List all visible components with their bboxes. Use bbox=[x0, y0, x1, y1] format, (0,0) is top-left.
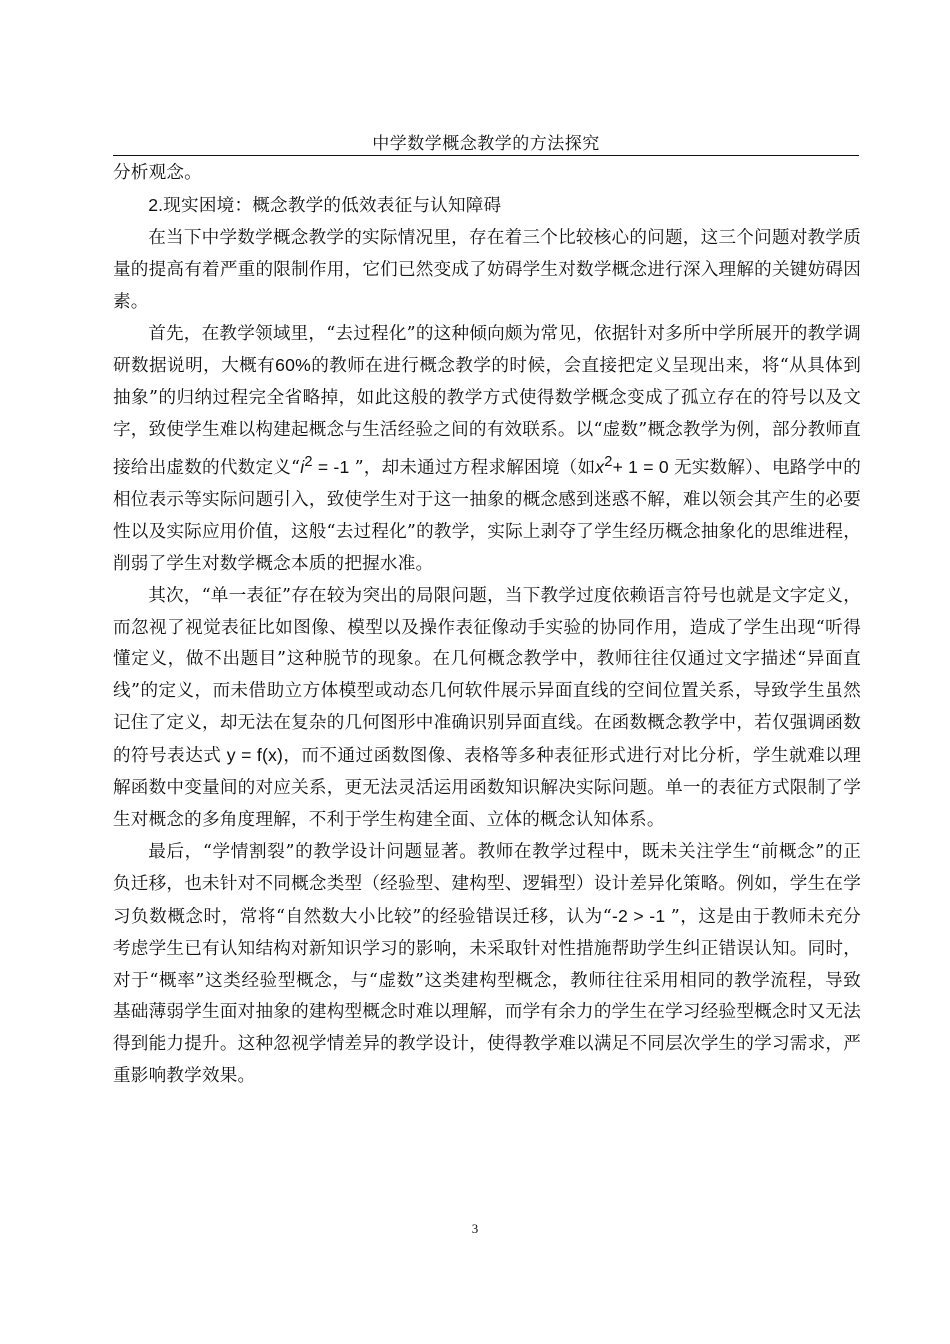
paragraph-first: 首先，在教学领域里，“去过程化”的这种倾向颇为常见，依据针对多所中学所展开的教学调研数据说明，大概有60%的教师在进行概念教学的时候，会直接把定义呈现出来，将“从具体到抽象”的归纳过程完全省略掉，如此这般的教学方式使得数学概念变成了孤立存在的符号以及文字，致使学生难以构建起概念与生活经验之间的有效联系。以“虚数”概念教学为例，部分教师直接给出虚数的代数定义“$i^2 = -1$ ”，却未通过方程求解困境（如$x^2+ 1 = 0$ 无实数解）、电路学中的相位表示等实际问题引入，致使学生对于这一抽象的概念感到迷惑不解，难以领会其产生的必要性以及实际应用价值，这般“去过程化”的教学，实际上剥夺了学生经历概念抽象化的思维进程，削弱了学生对数学概念本质的把握水准。 bbox=[113, 323, 861, 574]
inequality-expression: -2 > -1 bbox=[611, 905, 671, 926]
equation-rhs: = -1 bbox=[312, 457, 355, 478]
section-heading bbox=[113, 190, 861, 223]
section-title: 现实困境：概念教学的低效表征与认知障碍 bbox=[163, 195, 502, 216]
body-text bbox=[113, 158, 861, 1093]
variable-x: x bbox=[595, 457, 605, 478]
page-number: 3 bbox=[471, 1221, 479, 1236]
paragraph-third: 最后，“学情割裂”的教学设计问题显著。教师在教学过程中，既未关注学生“前概念”的正负迁移，也未针对不同概念类型（经验型、建构型、逻辑型）设计差异化策略。例如，学生在学习负数概念时，常将“自然数大小比较”的经验错误迁移，认为“-2 > -1 ”，这是由于教师未充分考虑学生已有认知结构对新知识学习的影响，未采取针对性措施帮助学生纠正错误认知。同时，对于“概率”这类经验型概念，与“虚数”这类建构型概念，教师往往采用相同的教学流程，导致基础薄弱学生面对抽象的建构型概念时难以理解，而学有余力的学生在学习经验型概念时又无法得到能力提升。这种忽视学情差异的教学设计，使得教学难以满足不同层次学生的学习需求，严重影响教学效果。 bbox=[113, 841, 861, 1087]
imaginary-unit: i bbox=[300, 457, 305, 478]
running-header: 中学数学概念教学的方法探究 bbox=[113, 133, 859, 156]
paragraph-continuation: 分析观念。 bbox=[113, 163, 202, 183]
function-expression: y = f(x) bbox=[221, 745, 284, 766]
section-number: 2. bbox=[148, 194, 164, 215]
exponent: 2 bbox=[604, 454, 613, 471]
paragraph-intro: 在当下中学数学概念教学的实际情况里，存在着三个比较核心的问题，这三个问题对教学质量的提高有着严重的限制作用，它们已然变成了妨碍学生对数学概念进行深入理解的关键妨碍因素。 bbox=[113, 227, 861, 312]
paragraph-second: 其次，“单一表征”存在较为突出的局限问题，当下教学过度依赖语言符号也就是文字定义，而忽视了视觉表征比如图像、模型以及操作表征像动手实验的协同作用，造成了学生出现“听得懂定义，做不出题目”这种脱节的现象。在几何概念教学中，教师往往仅通过文字描述“异面直线”的定义，而未借助立方体模型或动态几何软件展示异面直线的空间位置关系，导致学生虽然记住了定义，却无法在复杂的几何图形中准确识别异面直线。在函数概念教学中，若仅强调函数的符号表达式 y = f(x)，而不通过函数图像、表格等多种表征形式进行对比分析，学生就难以理解函数中变量间的对应关系，更无法灵活运用函数知识解决实际问题。单一的表征方式限制了学生对概念的多角度理解，不利于学生构建全面、立体的概念认知体系。 bbox=[113, 585, 861, 830]
percent-value: 60% bbox=[275, 355, 311, 376]
exponent: 2 bbox=[304, 454, 313, 471]
equation-rest: + 1 = 0 bbox=[612, 457, 674, 478]
